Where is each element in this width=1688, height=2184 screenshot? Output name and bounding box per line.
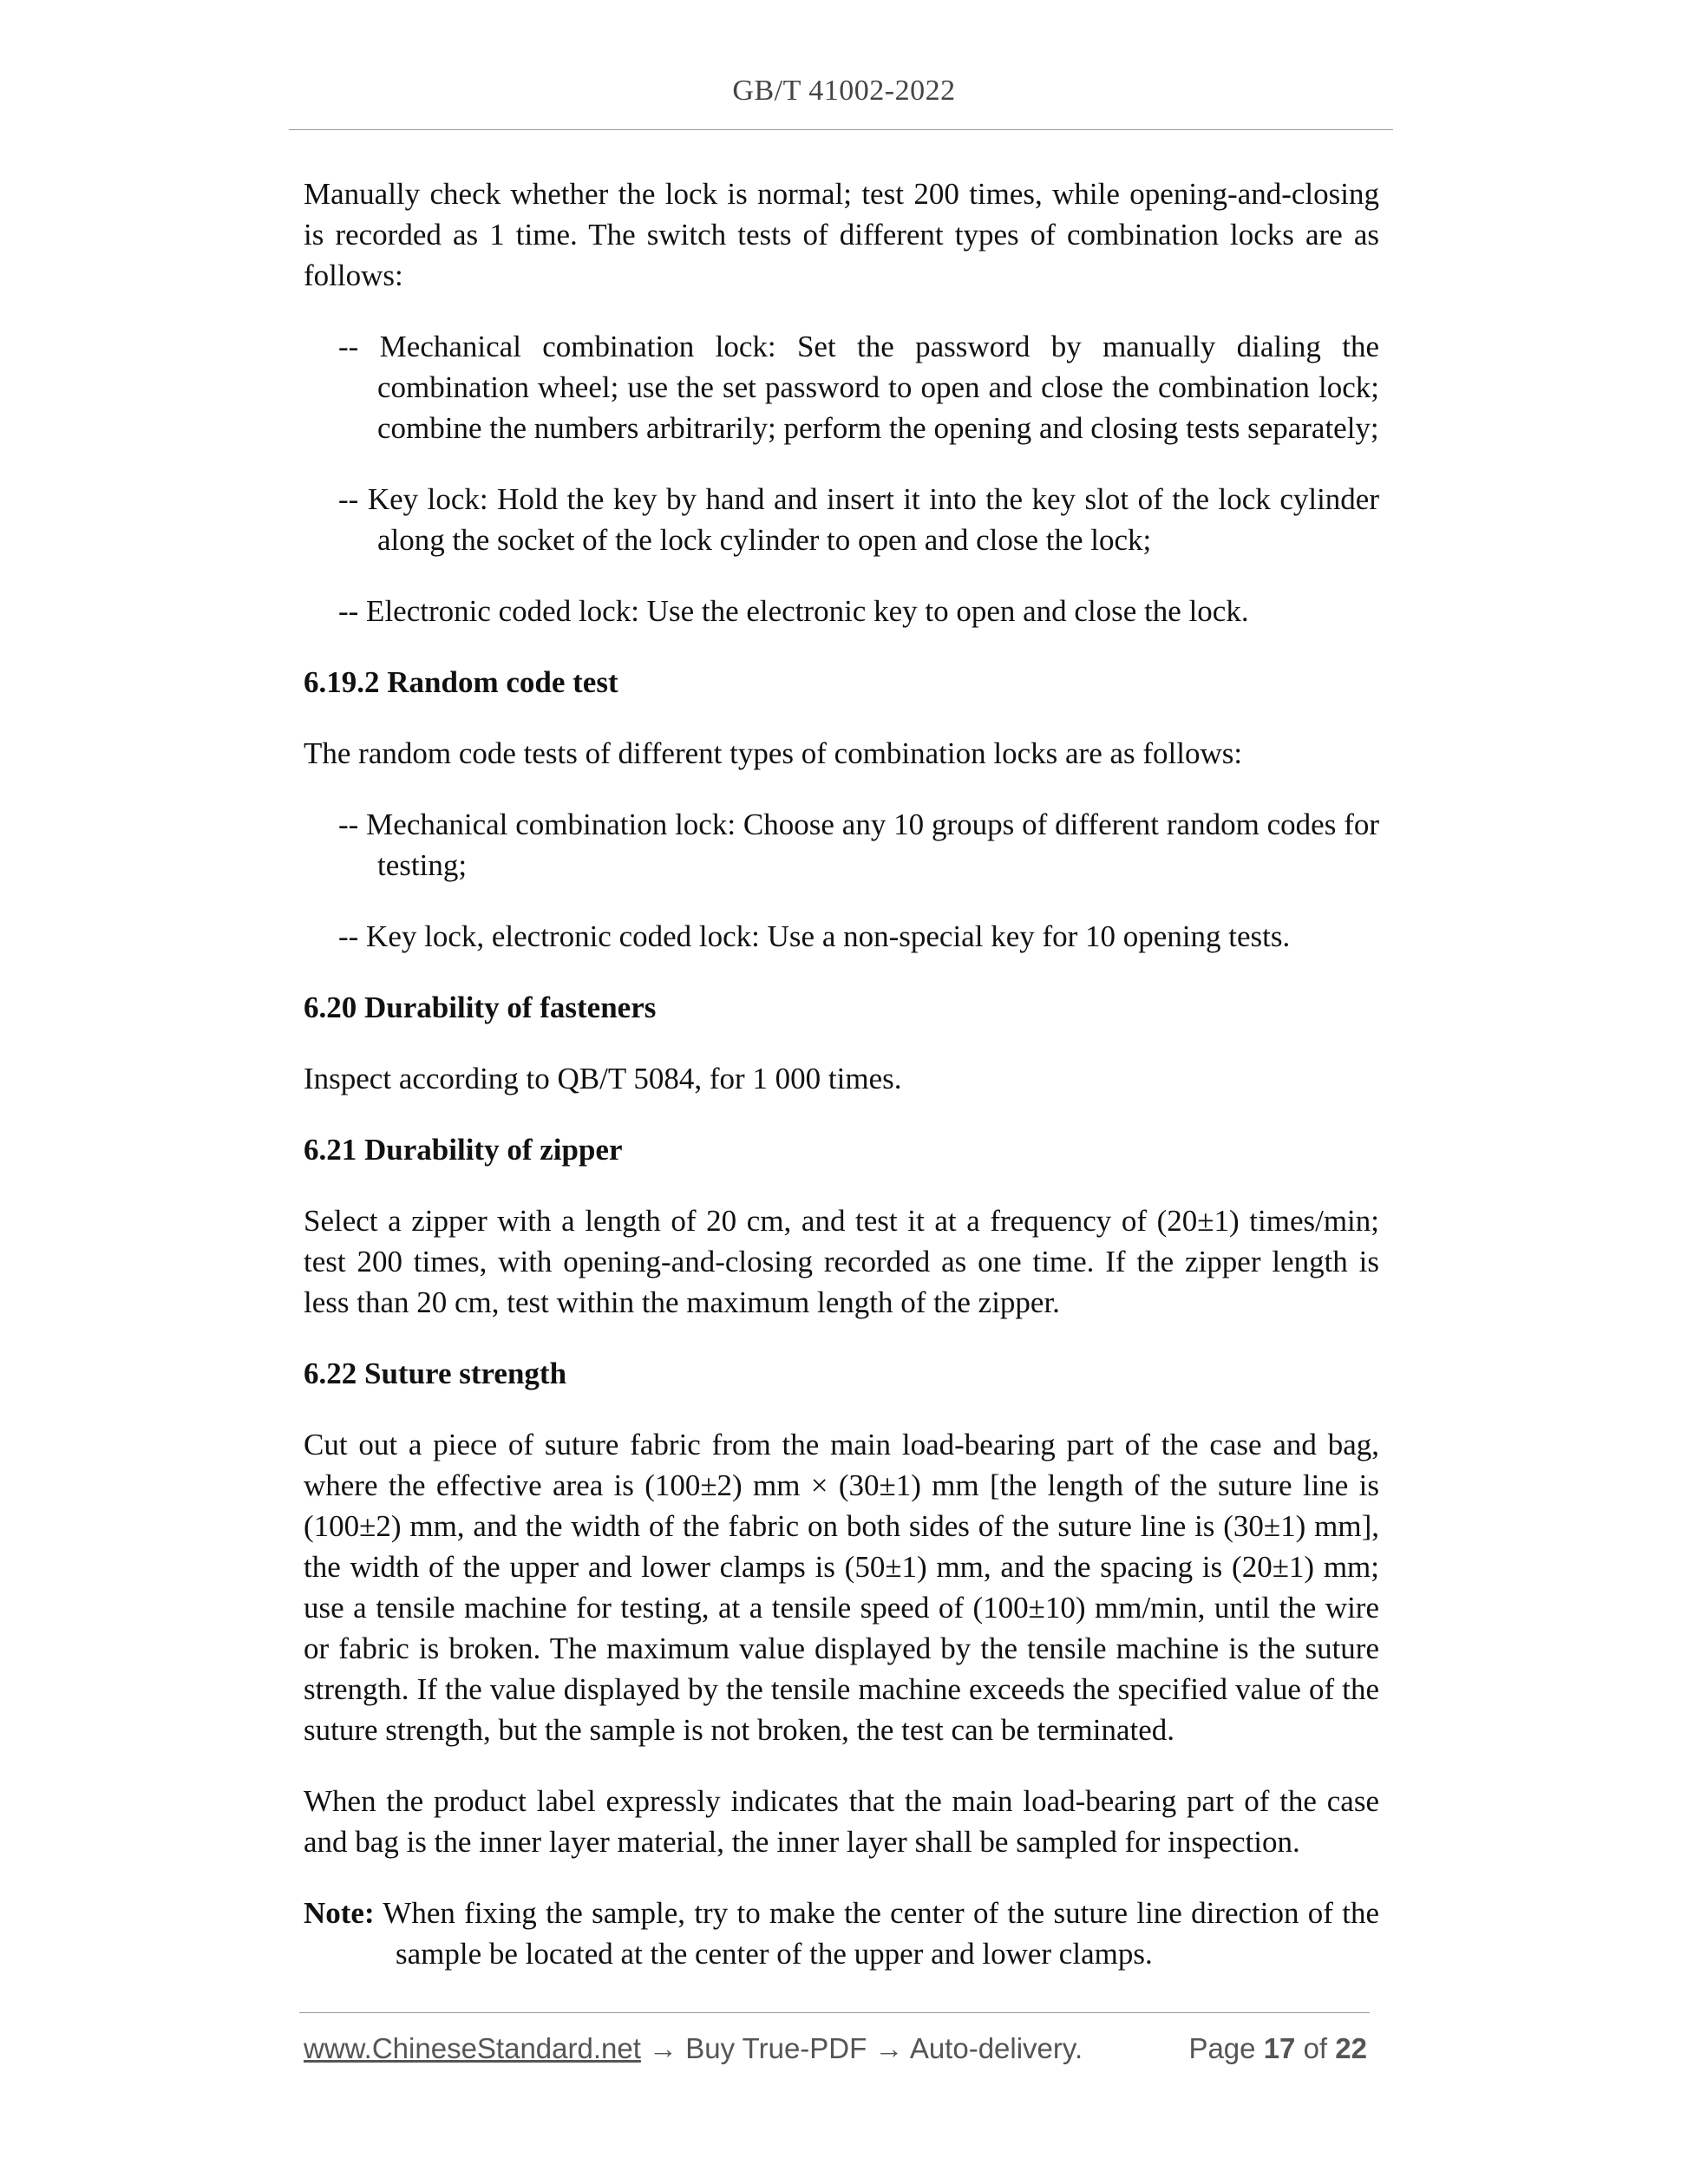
page-label: Page <box>1188 2032 1256 2064</box>
switch-item-electronic: -- Electronic coded lock: Use the electronic key to open and close the lock. <box>338 594 1249 628</box>
random-item-mechanical: -- Mechanical combination lock: Choose any 10 groups of different random codes for testing; <box>338 808 1379 882</box>
suture-paragraph-1: Cut out a piece of suture fabric from the main load-bearing part of the case and bag, where the effective area is (100±2) mm × (30±1) mm [the length of the suture line is (100±2) mm, and the width of the fabric on both sides of the suture line is (30±1) mm], the width of the upper and lower clamps is (50±1) mm, and the spacing is (20±1) mm; use a tensile machine for testing, at a tensile speed of (100±10) mm/min, until the wire or fabric is broken. The maximum value displayed by the tensile machine is the suture strength. If the value displayed by the tensile machine exceeds the specified value of the suture strength, but the sample is not broken, the test can be terminated. <box>304 1428 1379 1747</box>
of-label: of <box>1303 2032 1328 2064</box>
page-header-title: GB/T 41002-2022 <box>732 75 956 107</box>
note-text: When fixing the sample, try to make the center of the suture line direction of the sample be located at the center of the upper and lower clamps. <box>383 1896 1379 1971</box>
note-label: Note: <box>304 1896 375 1930</box>
page-indicator <box>1188 2032 1367 2065</box>
fasteners-paragraph: Inspect according to QB/T 5084, for 1 000 times. <box>304 1062 902 1095</box>
section-6-20-heading: 6.20 Durability of fasteners <box>304 991 657 1024</box>
footer-promo-text: → Buy True-PDF → Auto-delivery. <box>649 2032 1083 2064</box>
section-6-19-2-heading: 6.19.2 Random code test <box>304 665 618 699</box>
switch-item-mechanical: -- Mechanical combination lock: Set the password by manually dialing the combination wheel; use the set password to open and close the combination lock; combine the numbers arbitrarily; perform the opening and closing tests separately; <box>338 330 1379 445</box>
page-footer <box>304 2032 1369 2070</box>
switch-item-key-lock: -- Key lock: Hold the key by hand and insert it into the key slot of the lock cylinder along the socket of the lock cylinder to open and close the lock; <box>338 482 1379 557</box>
random-code-intro: The random code tests of different types of combination locks are as follows: <box>304 736 1243 770</box>
page-total: 22 <box>1335 2032 1367 2064</box>
section-6-21-heading: 6.21 Durability of zipper <box>304 1133 623 1167</box>
footer-promo <box>304 2032 1083 2065</box>
suture-paragraph-2: When the product label expressly indicates that the main load-bearing part of the case and bag is the inner layer material, the inner layer shall be sampled for inspection. <box>304 1784 1379 1859</box>
page-number: 17 <box>1263 2032 1296 2064</box>
random-item-key-electronic: -- Key lock, electronic coded lock: Use a non-special key for 10 opening tests. <box>338 919 1291 953</box>
footer-divider <box>299 2012 1370 2013</box>
document-body <box>304 173 1379 1974</box>
website-link[interactable]: www.ChineseStandard.net <box>304 2032 641 2064</box>
intro-paragraph: Manually check whether the lock is normal; test 200 times, while opening-and-closing is recorded as 1 time. The switch tests of different types of combination locks are as follows: <box>304 177 1379 292</box>
section-6-22-heading: 6.22 Suture strength <box>304 1357 567 1390</box>
header-divider <box>289 129 1393 130</box>
note-paragraph <box>304 1893 1379 1974</box>
zipper-paragraph: Select a zipper with a length of 20 cm, and test it at a frequency of (20±1) times/min; test 200 times, with opening-and-closing recorded as one time. If the zipper length is less than 20 cm, test within the maximum length of the zipper. <box>304 1204 1379 1319</box>
